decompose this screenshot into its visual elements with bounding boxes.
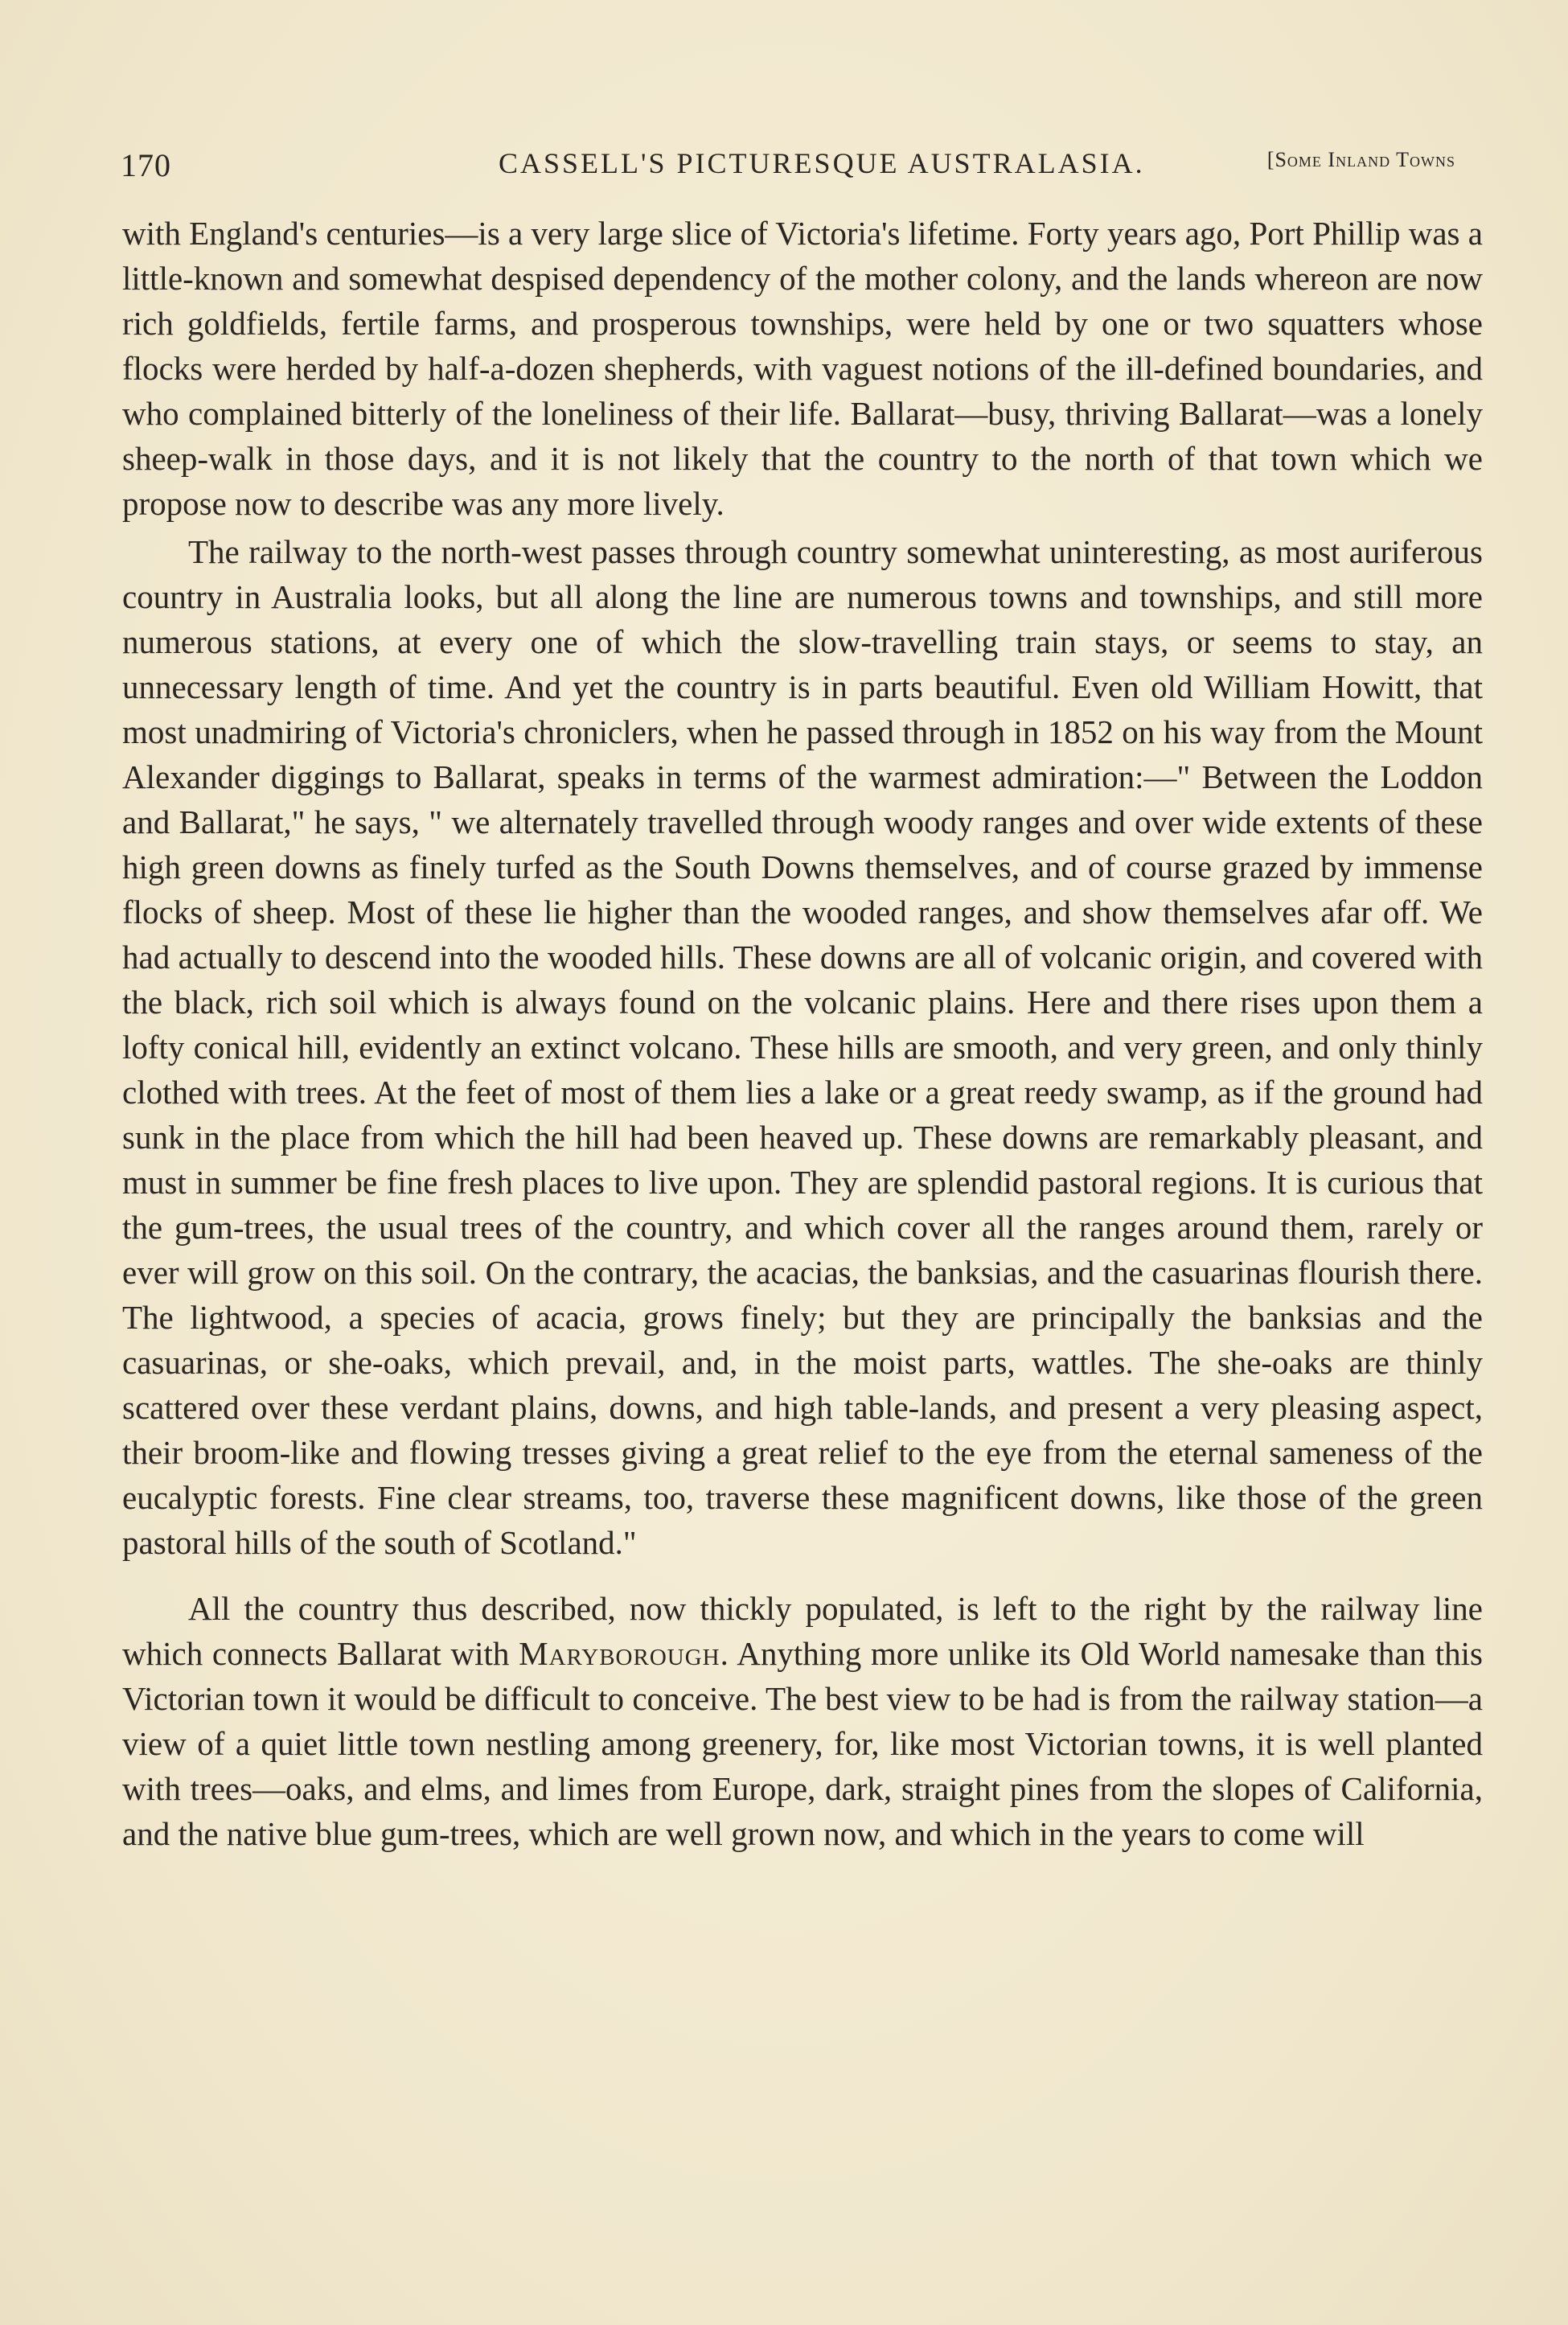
paragraph-3-start: All the country thus described, now thickly populated, is left to the right by the railway line which connects Ballarat with	[122, 1590, 1483, 1672]
section-title: [Some Inland Towns	[1266, 148, 1455, 171]
body-text	[122, 211, 1483, 1856]
running-title: CASSELL'S PICTURESQUE AUSTRALASIA.	[499, 147, 1145, 179]
place-name-maryborough: Maryborough.	[519, 1635, 729, 1672]
paragraph-3	[122, 1586, 1483, 1856]
paragraph-3-end: Anything more unlike its Old World namesake than this Victorian town it would be difficult to conceive. The best view to be had is from the railway station—a view of a quiet little town nestling among greenery, for, like most Victorian towns, it is well planted with trees—oaks, and elms, and limes from Europe, dark, straight pines from the slopes of California, and the native blue gum-trees, which are well grown now, and which in the years to come will	[122, 1635, 1483, 1852]
paragraph-1: with England's centuries—is a very large slice of Victoria's lifetime. Forty years ago, Port Phillip was a little-known and somewhat despised dependency of the mother colony, and the lands whereon are now rich goldfields, fertile farms, and prosperous townships, were held by one or two squatters whose flocks were herded by half-a-dozen shepherds, with vaguest notions of the ill-defined boundaries, and who complained bitterly of the loneliness of their life. Ballarat—busy, thriving Ballarat—was a lonely sheep-walk in those days, and it is not likely that the country to the north of that town which we propose now to describe was any more lively.	[122, 215, 1483, 522]
page-number: 170	[121, 147, 171, 183]
paragraph-2: The railway to the north-west passes through country somewhat uninteresting, as most auriferous country in Australia looks, but all along the line are numerous towns and townships, and still more numerous stations, at every one of which the slow-travelling train stays, or seems to stay, an unnecessary length of time. And yet the country is in parts beautiful. Even old William Howitt, that most unadmiring of Victoria's chroniclers, when he passed through in 1852 on his way from the Mount Alexander diggings to Ballarat, speaks in terms of the warmest admiration:—" Between the Loddon and Ballarat," he says, " we alternately travelled through woody ranges and over wide extents of these high green downs as finely turfed as the South Downs themselves, and of course grazed by immense flocks of sheep. Most of these lie higher than the wooded ranges, and show themselves afar off. We had actually to descend into the wooded hills. These downs are all of volcanic origin, and covered with the black, rich soil which is always found on the volcanic plains. Here and there rises upon them a lofty conical hill, evidently an extinct volcano. These hills are smooth, and very green, and only thinly clothed with trees. At the feet of most of them lies a lake or a great reedy swamp, as if the ground had sunk in the place from which the hill had been heaved up. These downs are remarkably pleasant, and must in summer be fine fresh places to live upon. They are splendid pastoral regions. It is curious that the gum-trees, the usual trees of the country, and which cover all the ranges around them, rarely or ever will grow on this soil. On the contrary, the acacias, the banksias, and the casuarinas flourish there. The lightwood, a species of acacia, grows finely; but they are principally the banksias and the casuarinas, or she-oaks, which prevail, and, in the moist parts, wattles. The she-oaks are thinly scattered over these verdant plains, downs, and high table-lands, and present a very pleasing aspect, their broom-like and flowing tresses giving a great relief to the eye from the eternal sameness of the eucalyptic forests. Fine clear streams, too, traverse these magnificent downs, like those of the green pastoral hills of the south of Scotland."	[122, 533, 1483, 1561]
page-header	[121, 135, 1455, 183]
